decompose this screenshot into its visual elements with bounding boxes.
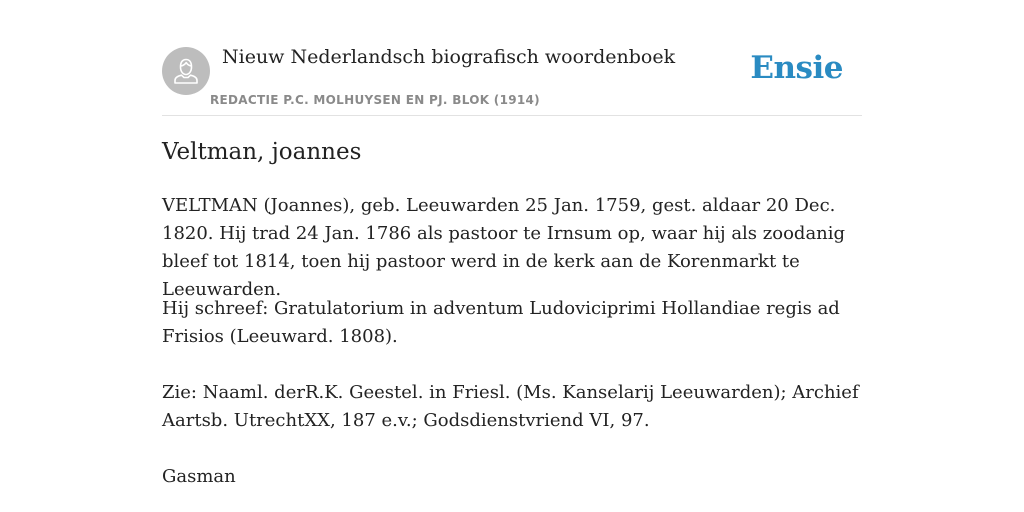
- user-icon: [162, 47, 210, 95]
- entry-paragraph-works: Hij schreef: Gratulatorium in adventum Ludoviciprimi Hollandiae regis ad Frisios (Leeuward. 1808).: [162, 298, 840, 347]
- source-header: [162, 0, 862, 116]
- entry-paragraph-biography: VELTMAN (Joannes), geb. Leeuwarden 25 Jan. 1759, gest. aldaar 20 Dec. 1820. Hij trad 24 Jan. 1786 als pastoor te Irnsum op, waar hij als zoodanig bleef tot 1814, toen hij pastoor werd in de kerk aan de Korenmarkt te Leeuwarden.: [162, 195, 846, 300]
- book-title[interactable]: Nieuw Nederlandsch biografisch woordenboek: [222, 46, 676, 68]
- entry-paragraph-sources: Zie: Naaml. derR.K. Geestel. in Friesl. (Ms. Kanselarij Leeuwarden); Archief Aartsb. UtrechtXX, 187 e.v.; Godsdienstvriend VI, 97.: [162, 382, 859, 431]
- entry-title: Veltman, joannes: [162, 139, 362, 165]
- page-content: [162, 0, 862, 487]
- editors-credit: REDACTIE P.C. MOLHUYSEN EN PJ. BLOK (1914): [210, 93, 540, 107]
- entry-author: Gasman: [162, 466, 236, 487]
- ensie-logo[interactable]: Ensie: [750, 50, 843, 86]
- avatar: [162, 47, 210, 95]
